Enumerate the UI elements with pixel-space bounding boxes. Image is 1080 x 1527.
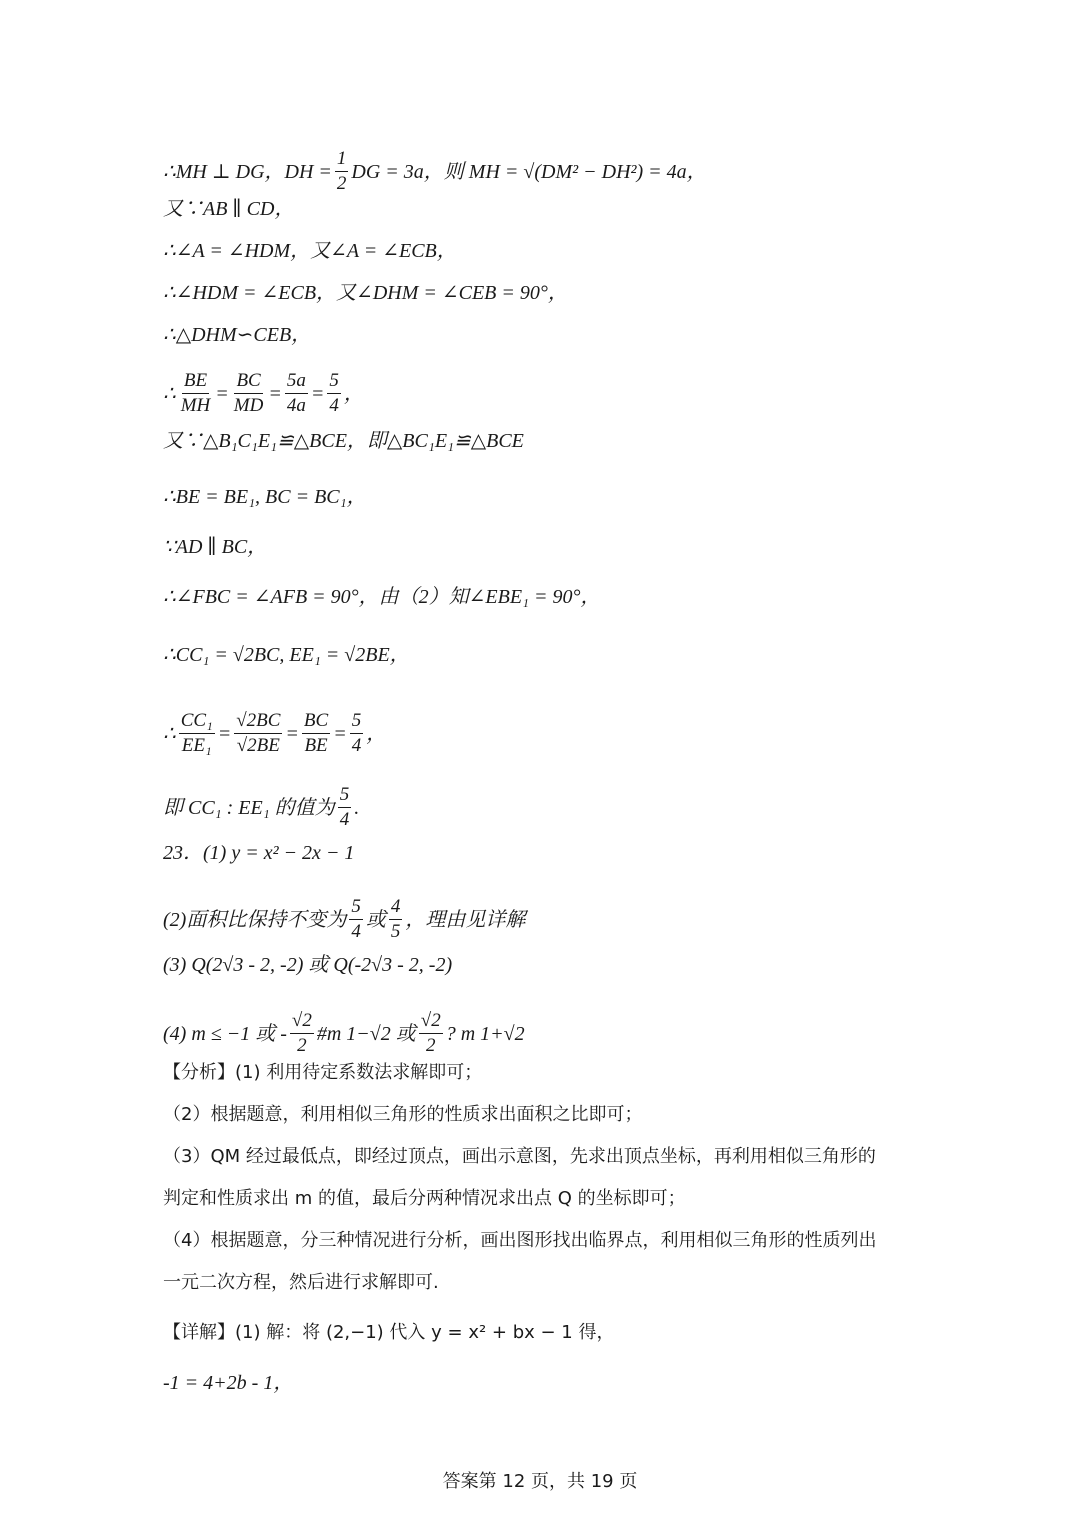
math-segment: = <box>333 722 347 745</box>
math-segment: ∴BE = BE₁, BC = BC₁， <box>163 486 367 508</box>
solution-line <box>163 642 410 668</box>
fraction-denominator: 4 <box>339 809 350 830</box>
fraction-denominator: EE₁ <box>181 735 212 756</box>
solution-line <box>163 280 568 306</box>
fraction <box>302 710 330 757</box>
math-segment: ? m 1+√2 <box>445 1022 525 1045</box>
math-segment: (4) m ≤ −1 或 - <box>163 1022 287 1045</box>
fraction-denominator: BE <box>304 735 328 756</box>
fraction-denominator: 2 <box>425 1035 436 1056</box>
text-segment: （3）QM 经过最低点，即经过顶点，画出示意图，先求出顶点坐标，再利用相似三角形的 <box>163 1146 876 1167</box>
math-segment: ，理由见详解 <box>405 908 526 931</box>
math-segment: #m 1−√2 或 <box>316 1022 416 1045</box>
fraction-numerator: 5 <box>350 710 364 734</box>
math-segment: ∴CC₁ = √2BC, EE₁ = √2BE， <box>163 644 410 666</box>
text-segment: （2）根据题意，利用相似三角形的性质求出面积之比即可； <box>163 1104 643 1125</box>
fraction-numerator: √2BC <box>234 710 282 734</box>
fraction <box>285 370 308 417</box>
fraction-numerator: √2 <box>290 1010 314 1034</box>
math-segment: -1 = 4+2b - 1， <box>163 1372 294 1394</box>
solution-line <box>163 840 354 866</box>
math-segment: ， <box>343 382 364 405</box>
math-segment: 23．(1) y = x² − 2x − 1 <box>163 842 355 864</box>
math-segment: ∴ <box>163 722 176 745</box>
fraction-numerator: 4 <box>389 896 403 920</box>
math-segment: 又∵AB ∥ CD， <box>163 198 295 220</box>
math-segment: 又∵△B₁C₁E₁≌△BCE，即△BC₁E₁≌△BCE <box>163 430 524 452</box>
fraction-denominator: MD <box>233 395 264 416</box>
solution-line <box>163 1144 876 1170</box>
solution-line <box>163 952 452 978</box>
solution-line <box>163 370 364 417</box>
math-segment: 或 <box>365 908 386 931</box>
math-segment: 即 CC₁ : EE₁ 的值为 <box>163 796 335 819</box>
solution-line <box>163 584 601 610</box>
fraction <box>232 370 266 417</box>
text-segment: 【详解】(1) 解：将 (2,−1) 代入 y = x² + bx − 1 得， <box>163 1322 615 1343</box>
fraction <box>389 896 403 943</box>
math-segment: ∵AD ∥ BC， <box>163 536 268 558</box>
text-segment: （4）根据题意，分三种情况进行分析，画出图形找出临界点，利用相似三角形的性质列出 <box>163 1230 877 1251</box>
math-segment: ∴MH ⊥ DG，DH = <box>163 160 332 183</box>
fraction-denominator: 4 <box>329 395 339 416</box>
math-segment: DG = 3a，则 MH = √(DM² − DH²) = 4a， <box>351 160 707 183</box>
fraction-numerator: 5 <box>349 896 363 920</box>
math-segment: = <box>310 382 325 405</box>
fraction-numerator: BE <box>182 370 209 394</box>
fraction-denominator: 4a <box>286 395 306 416</box>
text-segment: 一元二次方程，然后进行求解即可. <box>163 1272 439 1293</box>
math-segment: ∴ <box>163 382 176 405</box>
fraction-numerator: 5a <box>285 370 308 394</box>
math-segment: ， <box>366 722 387 745</box>
fraction <box>350 710 364 757</box>
fraction-numerator: 5 <box>338 784 352 808</box>
solution-line <box>163 1270 439 1296</box>
math-segment: ∴∠HDM = ∠ECB，又∠DHM = ∠CEB = 90°， <box>163 282 568 304</box>
solution-line <box>163 1370 293 1396</box>
fraction-numerator: BC <box>234 370 262 394</box>
solution-line <box>163 196 294 222</box>
math-segment: = <box>285 722 299 745</box>
fraction-numerator: CC₁ <box>179 710 215 734</box>
math-segment: . <box>354 796 360 819</box>
solution-line <box>163 428 524 454</box>
solution-line <box>163 1060 482 1086</box>
fraction-denominator: 4 <box>351 735 362 756</box>
solution-line <box>163 148 707 195</box>
solution-line <box>163 896 525 943</box>
page-footer: 答案第 12 页，共 19 页 <box>442 1471 638 1492</box>
solution-line <box>163 1186 686 1212</box>
fraction-numerator: 5 <box>327 370 341 394</box>
fraction-denominator: MH <box>180 395 211 416</box>
solution-line <box>163 1320 614 1346</box>
fraction <box>179 710 215 757</box>
fraction <box>327 370 341 417</box>
fraction <box>290 1010 314 1057</box>
solution-line <box>163 238 457 264</box>
fraction-denominator: 2 <box>336 173 347 194</box>
math-segment: = <box>268 382 282 405</box>
math-segment: ∴△DHM∽CEB， <box>163 324 312 346</box>
fraction-denominator: 4 <box>351 921 361 942</box>
fraction <box>335 148 349 195</box>
solution-line <box>163 1102 642 1128</box>
fraction-denominator: 2 <box>297 1035 307 1056</box>
math-segment: (2)面积比保持不变为 <box>163 908 347 931</box>
fraction <box>349 896 363 943</box>
fraction <box>234 710 282 757</box>
math-segment: = <box>215 382 229 405</box>
math-segment: = <box>217 722 232 745</box>
solution-line <box>163 710 386 757</box>
fraction <box>179 370 213 417</box>
fraction-denominator: √2BE <box>236 735 280 756</box>
solution-line <box>163 322 311 348</box>
text-segment: 【分析】(1) 利用待定系数法求解即可； <box>163 1062 483 1083</box>
solution-line <box>163 1228 876 1254</box>
fraction-numerator: 1 <box>335 148 349 172</box>
fraction <box>338 784 352 831</box>
fraction-denominator: 5 <box>390 921 401 942</box>
fraction-numerator: √2 <box>419 1010 443 1034</box>
solution-line <box>163 484 367 510</box>
math-segment: ∴∠FBC = ∠AFB = 90°，由（2）知∠EBE₁ = 90°， <box>163 586 601 608</box>
text-segment: 判定和性质求出 m 的值，最后分两种情况求出点 Q 的坐标即可； <box>163 1188 686 1209</box>
math-segment: ∴∠A = ∠HDM，又∠A = ∠ECB， <box>163 240 457 262</box>
fraction <box>419 1010 443 1057</box>
solution-line <box>163 1010 525 1057</box>
solution-line <box>163 534 267 560</box>
solution-line <box>163 784 359 831</box>
math-segment: (3) Q(2√3 - 2, -2) 或 Q(-2√3 - 2, -2) <box>163 954 453 976</box>
fraction-numerator: BC <box>302 710 330 734</box>
